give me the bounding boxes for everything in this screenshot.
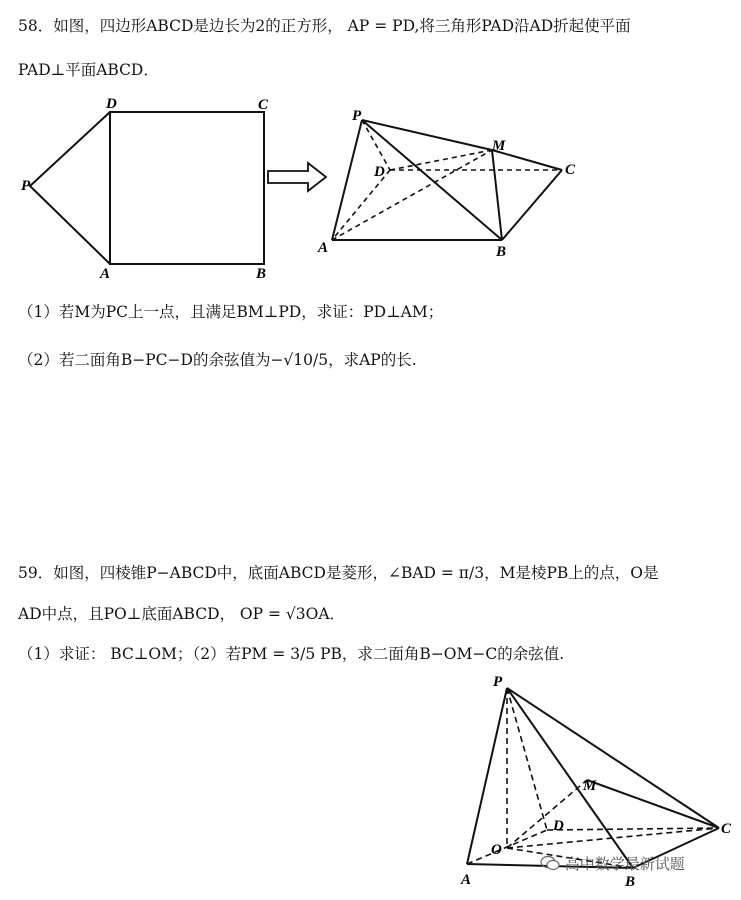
q58-line2: PAD⊥平面ABCD． bbox=[18, 61, 159, 79]
label-M2: M bbox=[492, 138, 506, 154]
label-B3: B bbox=[625, 874, 636, 890]
label-C2: C bbox=[565, 162, 576, 178]
wechat-icon bbox=[540, 855, 560, 871]
q58-figure-folded bbox=[312, 104, 592, 264]
q59-line2: AD中点，且PO⊥底面ABCD， OP = √3OA． bbox=[18, 605, 346, 623]
watermark-text: 高中数学最新试题 bbox=[564, 855, 685, 873]
triangle-pad bbox=[30, 112, 110, 264]
label-M3: M bbox=[583, 778, 597, 794]
label-A: A bbox=[100, 266, 111, 282]
label-A2: A bbox=[318, 240, 329, 256]
square-abcd bbox=[110, 112, 264, 264]
label-P2: P bbox=[352, 108, 362, 124]
label-B2: B bbox=[496, 244, 507, 260]
label-C3: C bbox=[721, 821, 732, 837]
q59-line1: 59．如图，四棱锥P−ABCD中，底面ABCD是菱形，∠BAD = π/3，M是棱PB上的点，O是 bbox=[18, 564, 659, 582]
q59-line3: （1）求证： BC⊥OM；（2）若PM = 3/5 PB，求二面角B−OM−C的余弦值. bbox=[18, 645, 565, 663]
label-P: P bbox=[21, 178, 31, 194]
q58-part1: （1）若M为PC上一点，且满足BM⊥PD，求证：PD⊥AM； bbox=[18, 303, 444, 321]
q58-part2: （2）若二面角B−PC−D的余弦值为−√10/5，求AP的长. bbox=[18, 351, 417, 369]
label-D: D bbox=[106, 96, 117, 112]
watermark bbox=[540, 853, 685, 874]
label-P3: P bbox=[493, 674, 503, 690]
label-D3: D bbox=[553, 818, 564, 834]
label-O3: O bbox=[491, 842, 502, 858]
q58-figure-flat bbox=[18, 94, 288, 284]
label-D2: D bbox=[374, 164, 385, 180]
label-B: B bbox=[256, 266, 267, 282]
label-A3: A bbox=[461, 872, 472, 888]
label-C: C bbox=[258, 97, 269, 113]
q58-line1: 58．如图，四边形ABCD是边长为2的正方形， AP = PD,将三角形PAD沿AD折起使平面 bbox=[18, 17, 631, 35]
